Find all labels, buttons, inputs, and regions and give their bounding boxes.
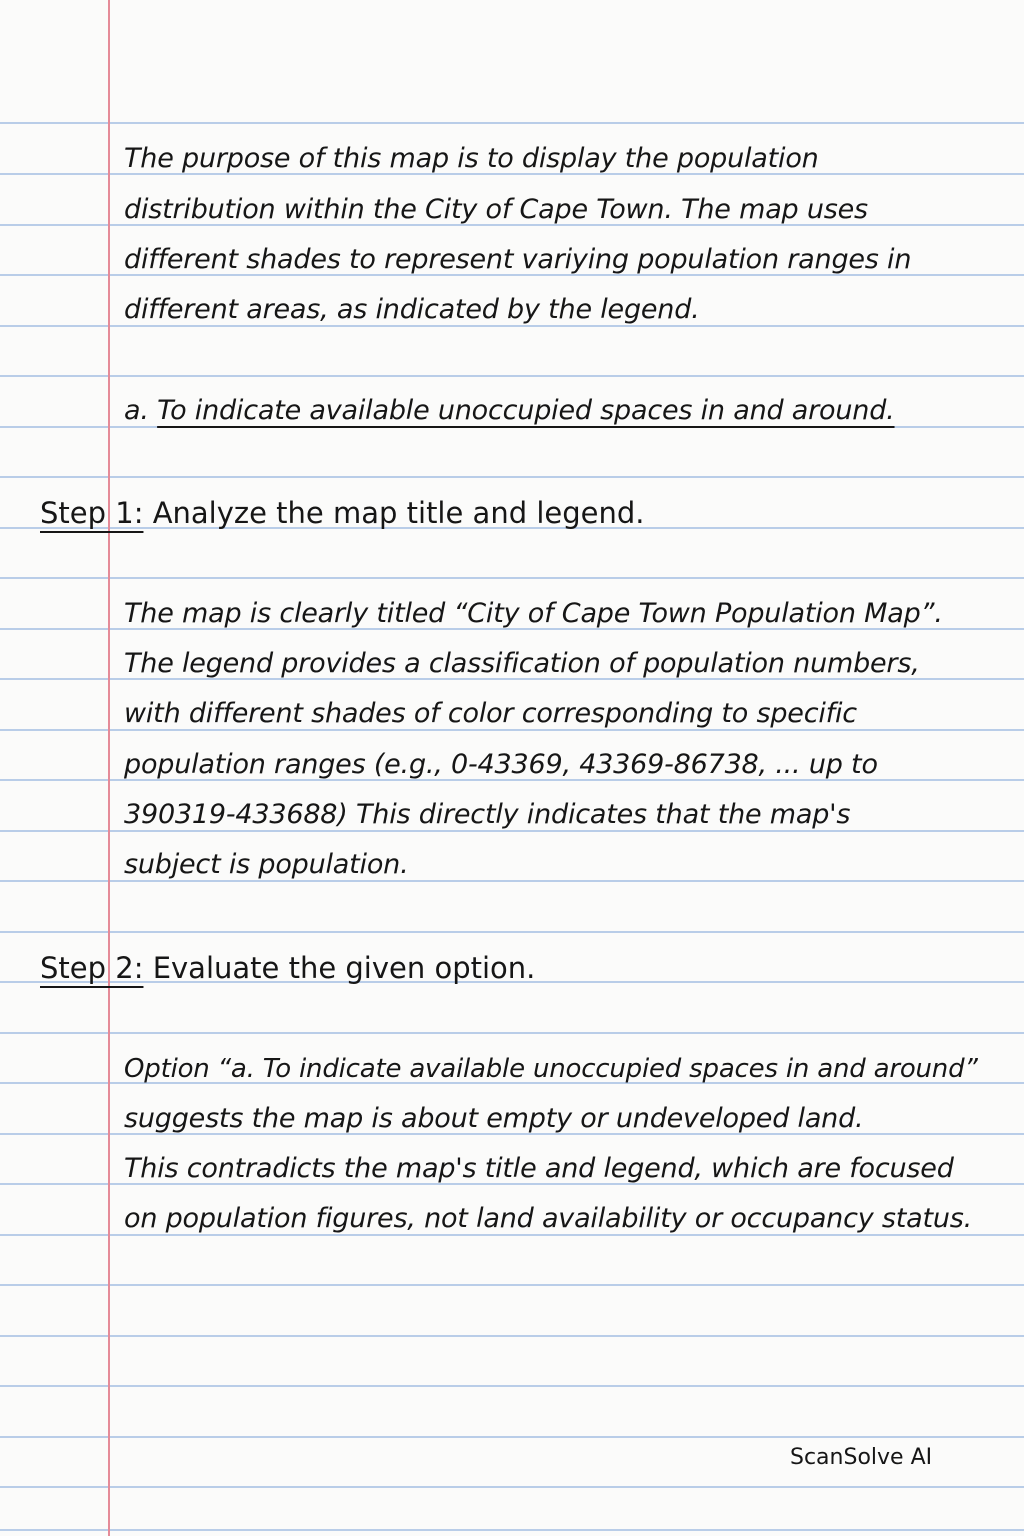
answer-text: To indicate available unoccupied spaces in and around. [157,395,895,426]
step-2-line-4: on population figures, not land availability or occupancy status. [124,1203,973,1234]
step-1-label: Step 1: [40,496,144,530]
red-margin-line [108,0,110,1536]
scansolve-signature: ScanSolve AI [790,1445,933,1470]
step-2-line-1: Option “a. To indicate available unoccupied spaces in and around” [124,1054,978,1084]
intro-line-2: distribution within the City of Cape Town. The map uses [124,194,868,225]
intro-line-1: The purpose of this map is to display the population [124,143,819,174]
step-2-line-3: This contradicts the map's title and legend, which are focused [124,1153,954,1184]
step-2-heading [40,950,535,986]
step-1-title: Analyze the map title and legend. [152,496,645,530]
step-1-line-1: The map is clearly titled “City of Cape Town Population Map”. [124,598,943,629]
intro-line-4: different areas, as indicated by the legend. [124,294,700,325]
step-1-line-3: with different shades of color corresponding to specific [124,698,857,729]
step-1-line-2: The legend provides a classification of population numbers, [124,648,920,679]
step-2-label: Step 2: [40,951,144,985]
step-2-line-2: suggests the map is about empty or undeveloped land. [124,1103,864,1134]
step-1-line-6: subject is population. [124,849,409,880]
step-1-heading [40,495,644,531]
answer-line [124,394,895,428]
step-1-line-4: population ranges (e.g., 0-43369, 43369-86738, ... up to [124,749,878,780]
intro-line-3: different shades to represent variying population ranges in [124,244,912,275]
step-2-title: Evaluate the given option. [152,951,536,985]
step-1-line-5: 390319-433688) This directly indicates that the map's [124,799,851,830]
answer-prefix: a. [124,395,149,426]
